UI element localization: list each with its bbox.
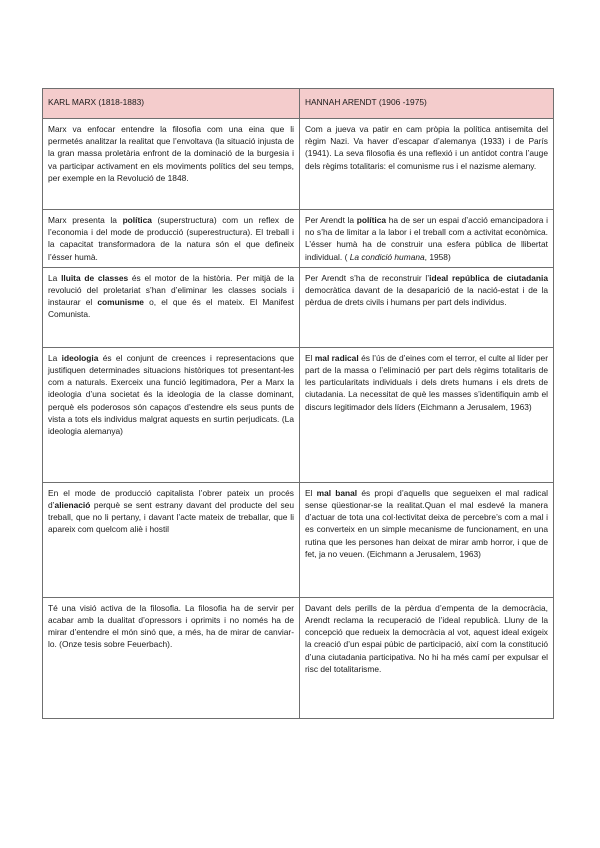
key-term: comunisme — [97, 297, 144, 308]
cell-text: El — [305, 487, 317, 498]
comparison-table — [42, 88, 554, 719]
cell-text: és el motor de la història. Per mitjà de la revolució del proletariat s’han d’eliminar les classes socials i instaurar el — [48, 272, 294, 308]
key-term: alienació — [54, 500, 91, 511]
cell-text: Té una visió activa de la filosofia. La filosofia ha de servir per acabar amb la dualitat d’opressors i oprimits i no només ha de mirar d’entendre el món sinó que, a més, ha de mirar de canviar-lo. (Onze tesis sobre Feuerbach). — [48, 602, 294, 650]
cell-text: El — [305, 352, 315, 363]
table-row — [43, 597, 554, 718]
cell-marx — [43, 210, 300, 268]
cell-marx — [43, 267, 300, 347]
key-term: política — [356, 215, 387, 225]
key-term: ideologia — [61, 352, 99, 363]
cell-text: o, el que és el mateix. El Manifest Comunista. — [48, 297, 294, 320]
cell-arendt — [300, 267, 554, 347]
cell-arendt — [300, 347, 554, 482]
work-title: La condició humana — [349, 251, 425, 262]
table-row — [43, 119, 554, 210]
header-row — [43, 89, 554, 119]
table-row — [43, 482, 554, 597]
cell-text: democràtica davant de la desaparició de la nació-estat i de la pèrdua de drets civils i humans per part dels individus. — [305, 285, 548, 308]
cell-marx — [43, 347, 300, 482]
cell-text: , 1958) — [424, 251, 451, 262]
cell-marx — [43, 597, 300, 718]
key-term: mal banal — [316, 487, 358, 498]
cell-arendt — [300, 119, 554, 210]
cell-text: és l’ús de d’eines com el terror, el culte al líder per part de la massa o l’eliminació per part dels règims totalitaris de les particularitats individuals i dels drets humans i els drets de ciutadania. La necessitat de què les masses s’identifiquin amb el discurs legitimador dels líders (Eichmann a Jerusalem, 1963) — [305, 352, 548, 412]
cell-text: Marx presenta la — [48, 215, 123, 225]
cell-text: (superstructura) com un reflex de l’economia i del mode de producció (superestructura). El treball i la capacitat transformadora de la natura són el que defineix l’ésser humà. — [48, 215, 294, 262]
key-term: mal radical — [314, 352, 359, 363]
cell-marx — [43, 119, 300, 210]
key-term: ideal república de ciutadania — [429, 272, 549, 283]
cell-text: En el mode de producció capitalista l’obrer pateix un procés d’ — [48, 487, 294, 511]
cell-text: Per Arendt la — [305, 215, 357, 225]
table-row — [43, 347, 554, 482]
header-arendt: HANNAH ARENDT (1906 -1975) — [300, 89, 554, 119]
cell-text: ha de ser un espai d’acció emancipadora i no s’ha de limitar a la labor i el treball com a activitat econòmica. L’ésser humà ha de construir una esfera pública de llibertat individual. ( — [305, 215, 548, 262]
table-row — [43, 267, 554, 347]
cell-text: és el conjunt de creences i representacions que justifiquen determinades situacions històriques tot presentant-les com a naturals. Exerceix una funció legitimadora, Per a Marx la ideologia d’una societat és la ideologia de la classe dominant, perquè els poderosos són capaços d’estendre els seus punts de vista a tots els individus malgrat aquests en surtin perjudicats. (La ideologia alemanya) — [48, 352, 294, 437]
cell-text: és propi d’aquells que segueixen el mal radical sense qüestionar-se la realitat.Quan el mal esdevé la manera d’actuar de tota una col·lectivitat deixa de percebre’s com a mal i es converteix en un simple mecanisme de funcionament, en una rutina que les persones han deixat de mirar amb horror, i que de fet, ja no veuen. (Eichmann a Jerusalem, 1963) — [305, 487, 548, 559]
cell-text: perquè se sent estrany davant del producte del seu treball, que no li pertany, i davant l’acte mateix de treballar, que li apareix com quelcom aliè i hostil — [48, 500, 294, 535]
cell-arendt — [300, 210, 554, 268]
cell-text: Marx va enfocar entendre la filosofia com una eina que li permetés analitzar la realitat que l’envoltava (la situació injusta de la gran massa proletària enfront de la dominació de la burgesia i va participar activament en els moviments polítics del seu temps, per exemple en la Revolució de 1848. — [48, 124, 294, 183]
key-term: lluita de classes — [61, 272, 129, 283]
cell-text: Com a jueva va patir en cam pròpia la política antisemita del règim Nazi. Va haver d’escapar d’alemanya (1933) i de París (1941). La seva filosofia és una reflexió i un antídot contra l’auge dels règims totalitaris: el comunisme rus i el nazisme alemany. — [305, 124, 548, 171]
header-marx: KARL MARX (1818-1883) — [43, 89, 300, 119]
cell-text: Per Arendt s’ha de reconstruir l’ — [305, 272, 430, 283]
cell-text: La — [48, 272, 62, 283]
key-term: política — [122, 215, 152, 225]
table-row — [43, 210, 554, 268]
cell-text: La — [48, 352, 62, 363]
cell-marx — [43, 482, 300, 597]
cell-arendt — [300, 482, 554, 597]
cell-arendt — [300, 597, 554, 718]
cell-text: Davant dels perills de la pèrdua d’empenta de la democràcia, Arendt reclama la recuperació de l’ideal republicà. Lluny de la concepció que redueix la democràcia al vot, aquest ideal exigeix la creació d’un espai púbic de participació, així com la constitució d’una ciutadania participativa. No hi ha més camí per expulsar el risc del totalitarisme. — [305, 602, 548, 674]
